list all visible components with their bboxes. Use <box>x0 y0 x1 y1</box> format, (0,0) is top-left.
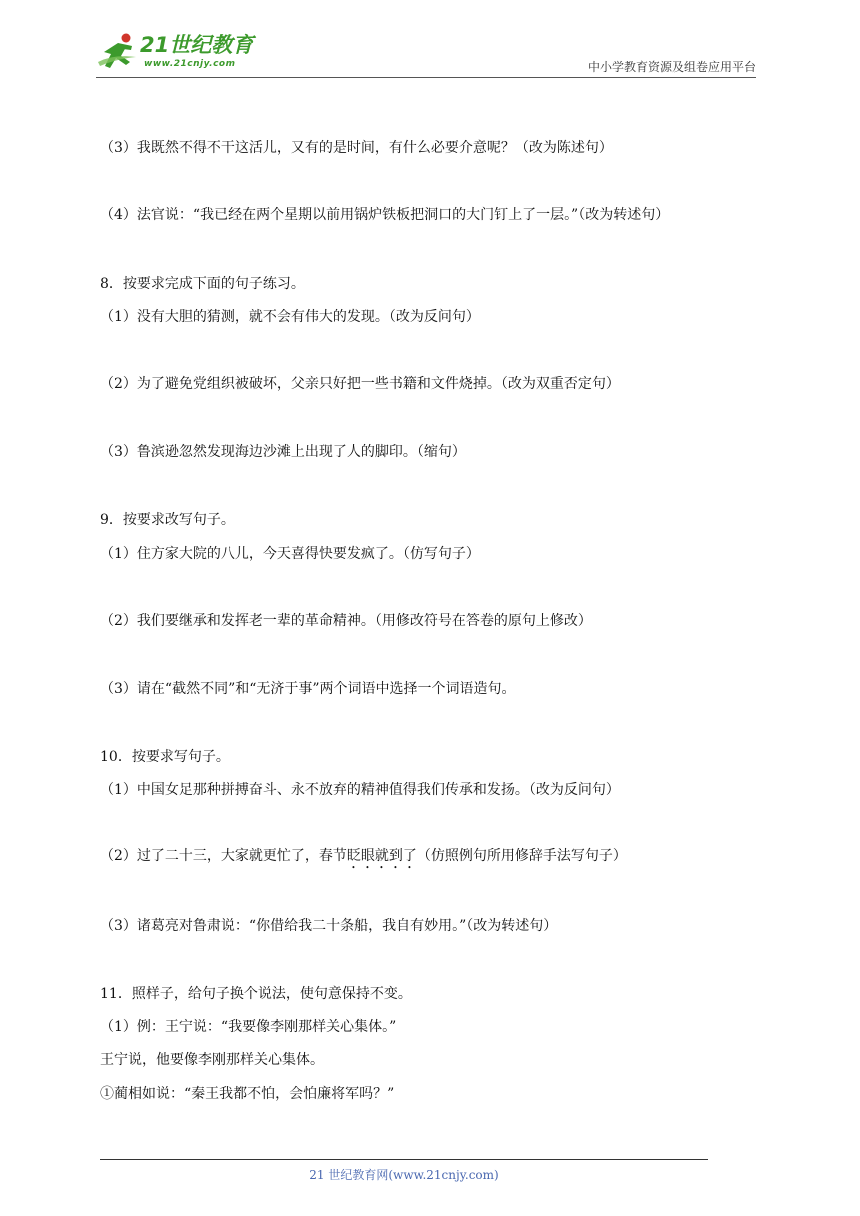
question-10-item-3: （3）诸葛亮对鲁肃说：“你借给我二十条船，我自有妙用。”（改为转述句） <box>100 918 558 934</box>
runner-logo-icon <box>96 32 140 72</box>
logo-wordmark: 21世纪教育 <box>140 33 254 57</box>
question-9-item-3: （3）请在“截然不同”和“无济于事”两个词语中选择一个词语造句。 <box>100 681 516 697</box>
question-10-item-2-suffix: （仿照例句所用修辞手法写句子） <box>416 848 627 864</box>
question-8-item-3: （3）鲁滨逊忽然发现海边沙滩上出现了人的脚印。（缩句） <box>100 444 466 460</box>
logo-url: www.21cnjy.com <box>144 59 236 69</box>
question-8-title: 8．按要求完成下面的句子练习。 <box>100 276 305 292</box>
question-10-item-1: （1）中国女足那种拼搏奋斗、永不放弃的精神值得我们传承和发扬。（改为反问句） <box>100 782 620 798</box>
question-10-item-2 <box>100 847 627 872</box>
question-8-item-1: （1）没有大胆的猜测，就不会有伟大的发现。（改为反问句） <box>100 309 480 325</box>
question-9-item-2: （2）我们要继承和发挥老一辈的革命精神。（用修改符号在答卷的原句上修改） <box>100 613 592 629</box>
header-divider <box>96 77 756 78</box>
footer-divider <box>100 1159 708 1160</box>
question-10-item-2-prefix: （2）过了二十三，大家就更忙了，春节 <box>100 848 347 864</box>
question-11-subitem-1: ①蔺相如说：“秦王我都不怕，会怕廉将军吗？” <box>100 1086 395 1102</box>
question-7-item-3: （3）我既然不得不干这活儿，又有的是时间，有什么必要介意呢？（改为陈述句） <box>100 140 613 156</box>
question-11-example-answer: 王宁说，他要像李刚那样关心集体。 <box>100 1052 324 1068</box>
footer-site-link[interactable]: 21 世纪教育网(www.21cnjy.com) <box>309 1168 499 1182</box>
platform-name: 中小学教育资源及组卷应用平台 <box>587 60 756 74</box>
question-11-title: 11．照样子，给句子换个说法，使句意保持不变。 <box>100 986 412 1002</box>
question-10-item-2-emphasis: 眨眼就到了 <box>346 848 417 864</box>
question-9-item-1: （1）住方家大院的八儿，今天喜得快要发疯了。（仿写句子） <box>100 546 480 562</box>
question-11-example: （1）例：王宁说：“我要像李刚那样关心集体。” <box>100 1019 397 1035</box>
question-10-title: 10．按要求写句子。 <box>100 749 230 765</box>
question-9-title: 9．按要求改写句子。 <box>100 512 235 528</box>
page-header <box>96 30 756 78</box>
question-7-item-4: （4）法官说：“我已经在两个星期以前用锅炉铁板把洞口的大门钉上了一层。”（改为转述句） <box>100 207 670 223</box>
question-8-item-2: （2）为了避免党组织被破坏，父亲只好把一些书籍和文件烧掉。（改为双重否定句） <box>100 376 620 392</box>
site-logo[interactable] <box>96 32 266 72</box>
